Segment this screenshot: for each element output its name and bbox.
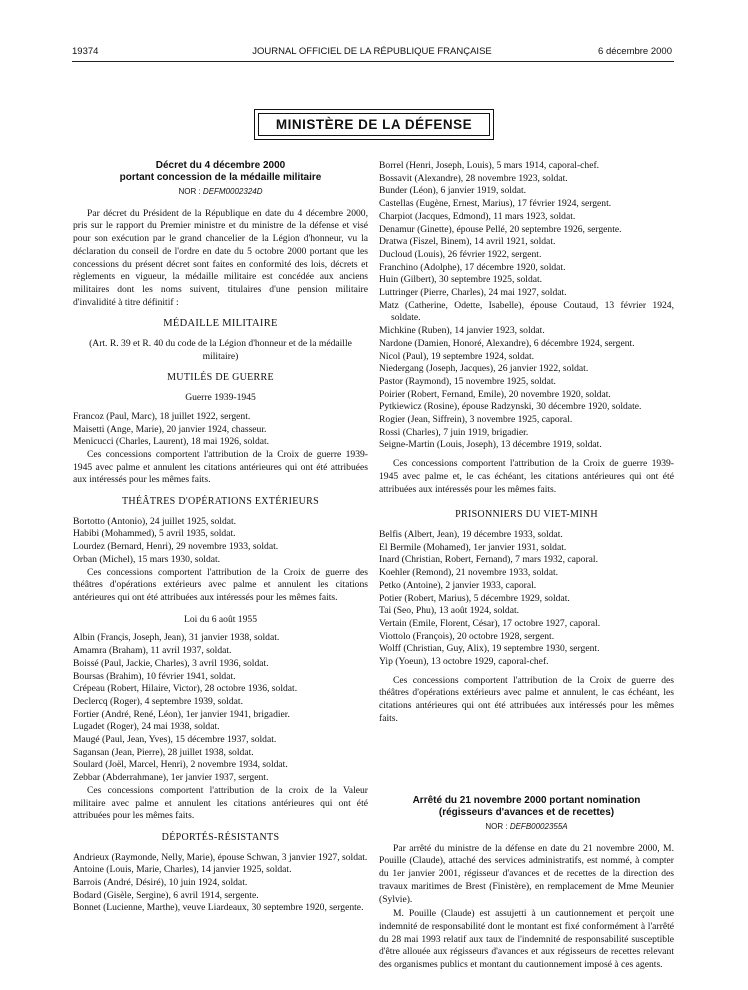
list-item: Lugadet (Roger), 24 mai 1938, soldat. bbox=[73, 721, 220, 733]
list-item: Tai (Seo, Phu), 13 août 1924, soldat. bbox=[379, 605, 520, 617]
list-item: Huin (Gilbert), 30 septembre 1925, soldat. bbox=[379, 274, 543, 286]
list-item: Zebbar (Abderrahmane), 1er janvier 1937, sergent. bbox=[73, 772, 269, 784]
theatres-list bbox=[73, 516, 368, 567]
arrete-section bbox=[379, 795, 674, 974]
list-item: Dratwa (Fiszel, Binem), 14 avril 1921, soldat. bbox=[379, 236, 556, 248]
list-item: Bortotto (Antonio), 24 juillet 1925, soldat. bbox=[73, 515, 237, 527]
list-item: Maisetti (Ange, Marie), 20 janvier 1924, chasseur. bbox=[73, 423, 267, 435]
list-item: Vertain (Emile, Florent, César), 17 octobre 1927, caporal. bbox=[379, 617, 601, 629]
list-item: Boursas (Brahim), 10 février 1941, soldat. bbox=[73, 670, 236, 682]
prisonniers-heading: PRISONNIERS DU VIET-MINH bbox=[455, 509, 598, 521]
theatres-heading: THÉÂTRES D'OPÉRATIONS EXTÉRIEURS bbox=[122, 496, 319, 508]
page-number: 19374 bbox=[72, 46, 99, 57]
list-item: Bossavit (Alexandre), 28 novembre 1923, soldat. bbox=[379, 172, 568, 184]
deportes-heading: DÉPORTÉS-RÉSISTANTS bbox=[161, 831, 280, 843]
prisonniers-note: Ces concessions comportent l'attribution de la Croix de guerre des théâtres d'opérations extérieurs avec palme et annulent, le cas échéant, les citations antérieures qui ont été attribuées aux intéressés pour les mêmes faits. bbox=[379, 674, 674, 724]
list-item: Viottolo (François), 20 octobre 1928, sergent. bbox=[379, 630, 555, 642]
list-item: Barrois (André, Désiré), 10 juin 1924, soldat. bbox=[73, 877, 248, 889]
loi-note: Ces concessions comportent l'attribution de la croix de la Valeur militaire avec palme et annulent les citations antérieures qui ont été attribuées pour les mêmes faits. bbox=[73, 784, 368, 822]
list-item: Niedergang (Joseph, Jacques), 26 janvier 1922, soldat. bbox=[379, 363, 589, 375]
decree-nor bbox=[73, 186, 368, 199]
arrete-nor-label: NOR : bbox=[485, 822, 510, 831]
prisonniers-list bbox=[379, 529, 674, 669]
arrete-paragraph-1: Par arrêté du ministre de la défense en date du 21 novembre 2000, M. Pouille (Claude), attaché des services administratifs, est nommé, à compter du 1er janvier 2001, régisseur d'avances et de recettes de la direction des travaux maritimes de Brest (Finistère), en remplacement de Mme Meunier (Sylvie). bbox=[379, 842, 674, 905]
list-item: Andrieux (Raymonde, Nelly, Marie), épouse Schwan, 3 janvier 1927, soldat. bbox=[73, 851, 368, 863]
arrete-nor-code: DEFB0002355A bbox=[509, 822, 568, 831]
list-item: Pytkiewicz (Rosine), épouse Radzynski, 30 décembre 1920, soldate. bbox=[379, 401, 642, 413]
mutiles-heading: MUTILÉS DE GUERRE bbox=[167, 372, 274, 384]
arrete-title-line1: Arrêté du 21 novembre 2000 portant nomination bbox=[412, 795, 641, 806]
page-header bbox=[72, 46, 672, 60]
list-item: Petko (Antoine), 2 janvier 1933, caporal. bbox=[379, 579, 537, 591]
deportes-note: Ces concessions comportent l'attribution de la Croix de guerre 1939-1945 avec palme et, le cas échéant, les citations antérieures qui ont été attribuées aux intéressés pour les mêmes faits. bbox=[379, 458, 674, 495]
header-rule bbox=[72, 61, 674, 62]
list-item: Declercq (Roger), 4 septembre 1939, soldat. bbox=[73, 695, 243, 707]
decree-title-line2: portant concession de la médaille militaire bbox=[119, 172, 322, 183]
decree-intro: Par décret du Président de la République en date du 4 décembre 2000, pris sur le rapport du Premier ministre et du ministre de la défense et visé pour son exécution par le grand chancelier de la Légion d'honneur, vu la déclaration du conseil de l'ordre en date du 5 octobre 2000 portant que les concessions du présent décret sont faites en conformité des lois, décrets et règlements en vigueur, la médaille militaire est concédée aux anciens militaires dont les noms suivent, titulaires d'une pension militaire d'invalidité à titre définitif : bbox=[73, 207, 368, 308]
list-item: Maugé (Paul, Jean, Yves), 15 décembre 1937, soldat. bbox=[73, 734, 277, 746]
decree-title bbox=[73, 160, 368, 184]
arrete-paragraph-2: M. Pouille (Claude) est assujetti à un cautionnement et perçoit une indemnité de responsabilité dont le montant est fixé conformément à l'arrêté du 28 mai 1993 relatif aux taux de l'indemnité de responsabilité susceptible d'être allouée aux régisseurs d'avances et aux régisseurs de recettes relevant des organismes publics et montant du cautionnement imposé à ces agents. bbox=[379, 908, 674, 971]
guerre-list bbox=[73, 411, 368, 449]
list-item: Lourdez (Bernard, Henri), 29 novembre 1933, soldat. bbox=[73, 541, 279, 553]
arrete-nor bbox=[379, 821, 674, 834]
decree-nor-label: NOR : bbox=[178, 187, 203, 196]
guerre-note: Ces concessions comportent l'attribution de la Croix de guerre 1939-1945 avec palme et annulent les citations antérieures qui ont été attribuées aux intéressés pour les mêmes faits. bbox=[73, 448, 368, 486]
list-item: Bunder (Léon), 6 janvier 1919, soldat. bbox=[379, 185, 527, 197]
guerre-heading: Guerre 1939-1945 bbox=[185, 392, 256, 404]
article-reference: (Art. R. 39 et R. 40 du code de la Légion d'honneur et de la médaille militaire) bbox=[89, 338, 352, 362]
list-item: Antoine (Louis, Marie, Charles), 14 janvier 1925, soldat. bbox=[73, 864, 292, 876]
list-item: Nardone (Damien, Honoré, Alexandre), 6 décembre 1924, sergent. bbox=[379, 337, 635, 349]
list-item: Poirier (Robert, Fernand, Emile), 20 novembre 1920, soldat. bbox=[379, 388, 611, 400]
list-item: Bonnet (Lucienne, Marthe), veuve Liardeaux, 30 septembre 1920, sergente. bbox=[73, 902, 364, 914]
journal-title: JOURNAL OFFICIEL DE LA RÉPUBLIQUE FRANÇAISE bbox=[252, 46, 492, 57]
list-item: Soulard (Joël, Marcel, Henri), 2 novembre 1934, soldat. bbox=[73, 759, 288, 771]
theatres-note: Ces concessions comportent l'attribution de la Croix de guerre des théâtres d'opérations extérieurs avec palme et annulent les citations antérieures qui ont été attribuées aux intéressés pour les mêmes faits. bbox=[73, 566, 368, 603]
list-item: Franchino (Adolphe), 17 décembre 1920, soldat. bbox=[379, 261, 566, 273]
ministry-box bbox=[254, 109, 494, 140]
list-item: Francoz (Paul, Marc), 18 juillet 1922, sergent. bbox=[73, 410, 251, 422]
loi-heading: Loi du 6 août 1955 bbox=[183, 613, 257, 625]
list-item: Boissé (Paul, Jackie, Charles), 3 avril 1936, soldat. bbox=[73, 657, 269, 669]
left-column bbox=[73, 160, 368, 915]
arrete-title bbox=[379, 795, 674, 819]
list-item: Albin (Franςis, Joseph, Jean), 31 janvier 1938, soldat. bbox=[73, 632, 280, 644]
list-item: Crépeau (Robert, Hilaire, Victor), 28 octobre 1936, soldat. bbox=[73, 683, 298, 695]
list-item: Borrel (Henri, Joseph, Louis), 5 mars 1914, caporal-chef. bbox=[379, 160, 600, 171]
list-item: Potier (Robert, Marius), 5 décembre 1929, soldat. bbox=[379, 592, 570, 604]
list-item: Castellas (Eugène, Ernest, Marius), 17 février 1924, sergent. bbox=[379, 198, 612, 210]
list-item: Ducloud (Louis), 26 février 1922, sergent. bbox=[379, 248, 542, 260]
list-item: Rogier (Jean, Siffrein), 3 novembre 1925, caporal. bbox=[379, 414, 573, 426]
list-item: Sagansan (Jean, Pierre), 28 juillet 1938, soldat. bbox=[73, 746, 254, 758]
list-item: Charpiot (Jacques, Edmond), 11 mars 1923, soldat. bbox=[379, 210, 576, 222]
list-item: Matz (Catherine, Odette, Isabelle), épouse Coutaud, 13 février 1924, soldate. bbox=[379, 299, 674, 324]
list-item: El Bermile (Mohamed), 1er janvier 1931, soldat. bbox=[379, 541, 567, 553]
list-item: Rossi (Charles), 7 juin 1919, brigadier. bbox=[379, 426, 529, 438]
list-item: Inard (Christian, Robert, Fernand), 7 mars 1932, caporal. bbox=[379, 554, 598, 566]
ministry-title: MINISTÈRE DE LA DÉFENSE bbox=[258, 113, 490, 136]
medal-heading: MÉDAILLE MILITAIRE bbox=[163, 318, 278, 330]
list-item: Bodard (Gisèle, Sergine), 6 avril 1914, sergente. bbox=[73, 889, 259, 901]
list-item: Koehler (Remond), 21 novembre 1933, soldat. bbox=[379, 567, 559, 579]
list-item: Amamra (Braham), 11 avril 1937, soldat. bbox=[73, 645, 232, 657]
decree-title-line1: Décret du 4 décembre 2000 bbox=[155, 160, 286, 171]
arrete-title-line2: (régisseurs d'avances et de recettes) bbox=[438, 807, 615, 818]
list-item: Wolff (Christian, Guy, Alix), 19 septembre 1930, sergent. bbox=[379, 643, 600, 655]
deportes-list-part2 bbox=[379, 160, 674, 452]
publication-date: 6 décembre 2000 bbox=[598, 46, 672, 57]
list-item: Habibi (Mohammed), 5 avril 1935, soldat. bbox=[73, 528, 236, 540]
list-item: Luttringer (Pierre, Charles), 24 mai 1927, soldat. bbox=[379, 287, 567, 299]
list-item: Pastor (Raymond), 15 novembre 1925, soldat. bbox=[379, 375, 556, 387]
right-column bbox=[379, 160, 674, 728]
list-item: Seigne-Martin (Louis, Joseph), 13 décembre 1919, soldat. bbox=[379, 439, 602, 451]
deportes-list-part1 bbox=[73, 852, 368, 916]
list-item: Fortier (André, René, Léon), 1er janvier 1941, brigadier. bbox=[73, 708, 290, 720]
list-item: Michkine (Ruben), 14 janvier 1923, soldat. bbox=[379, 325, 545, 337]
list-item: Yip (Yoeun), 13 octobre 1929, caporal-chef. bbox=[379, 656, 549, 668]
list-item: Orban (Michel), 15 mars 1930, soldat. bbox=[73, 553, 221, 565]
decree-nor-code: DEFM0002324D bbox=[202, 187, 263, 196]
list-item: Nicol (Paul), 19 septembre 1924, soldat. bbox=[379, 350, 535, 362]
loi-list bbox=[73, 632, 368, 784]
list-item: Belfis (Albert, Jean), 19 décembre 1933, soldat. bbox=[379, 528, 563, 540]
list-item: Denamur (Ginette), épouse Pellé, 20 septembre 1926, sergente. bbox=[379, 223, 622, 235]
list-item: Menicucci (Charles, Laurent), 18 mai 1926, soldat. bbox=[73, 436, 270, 448]
